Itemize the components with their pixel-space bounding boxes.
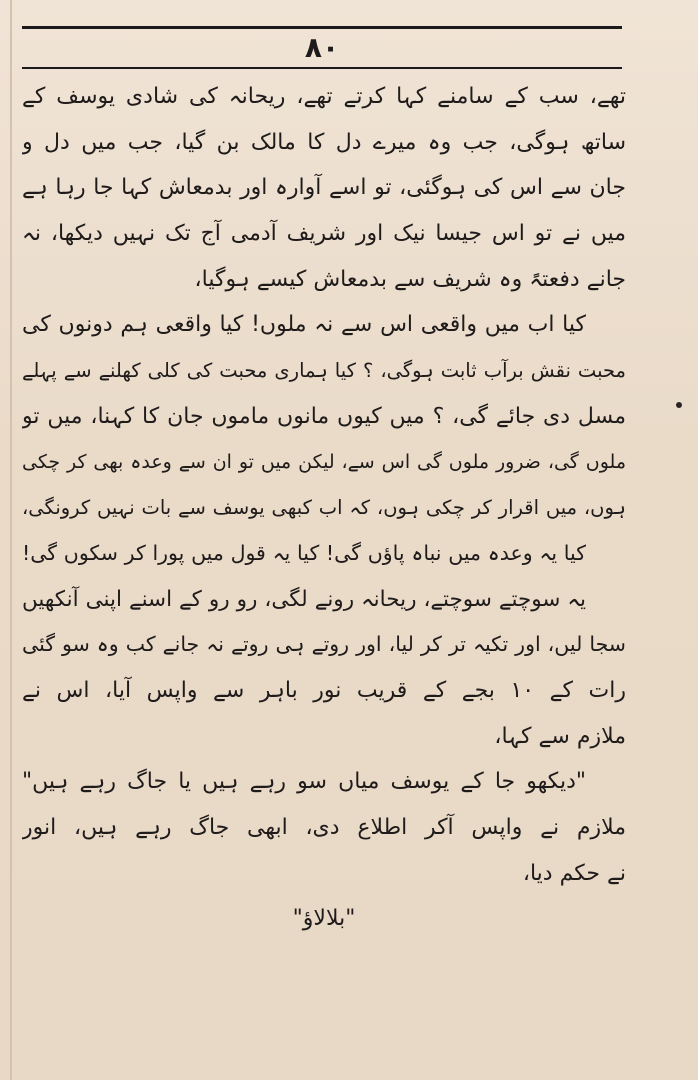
ink-spot <box>676 402 682 408</box>
text-line: یہ سوچتے سوچتے، ریحانہ رونے لگی، رو رو کے اسنے اپنی آنکھیں <box>22 586 586 612</box>
text-line: رات کے ۱۰ بجے کے قریب نور باہر سے واپس آیا، اس نے <box>22 677 626 703</box>
text-line: ہوں، میں اقرار کر چکی ہوں، کہ اب کبھی یوسف سے بات نہیں کرونگی، <box>22 496 626 520</box>
page-edge <box>10 0 12 1080</box>
text-line: سجا لیں، اور تکیہ تر کر لیا، اور روتے ہی روتے نہ جانے کب وہ سو گئی <box>22 632 626 657</box>
text-line: میں نے تو اس جیسا نیک اور شریف آدمی آج تک نہیں دیکھا، نہ <box>22 221 626 247</box>
text-line: ساتھ ہوگی، جب وہ میرے دل کا مالک بن گیا، جب میں دل و <box>22 129 626 155</box>
text-line: "بلالاؤ" <box>292 906 356 932</box>
text-line: نے حکم دیا، <box>522 860 626 886</box>
text-line: جانے دفعتہً وہ شریف سے بدمعاش کیسے ہوگیا، <box>194 266 626 292</box>
text-line: ملازم نے واپس آکر اطلاع دی، ابھی جاگ رہے ہیں، انور <box>22 815 626 840</box>
text-line: مسل دی جائے گی، ؟ میں کیوں مانوں ماموں جان کا کہنا، میں تو <box>22 403 626 429</box>
text-line: تھے، سب کے سامنے کہا کرتے تھے، ریحانہ کی شادی یوسف کے <box>22 84 626 109</box>
header-rule-top <box>22 26 622 29</box>
text-line: محبت نقش برآب ثابت ہوگی، ؟ کیا ہماری محبت کی کلی کھلنے سے پہلے <box>22 359 626 383</box>
text-line: کیا اب میں واقعی اس سے نہ ملوں! کیا واقعی ہم دونوں کی <box>22 312 586 338</box>
text-line: جان سے اس کی ہوگئی، تو اسے آوارہ اور بدمعاش کہا جا رہا ہے <box>22 175 626 201</box>
text-line: ملوں گی، ضرور ملوں گی اس سے، لیکن میں تو ان سے وعدہ بھی کر چکی <box>22 450 626 473</box>
text-line: کیا یہ وعدہ میں نباہ پاؤں گی! کیا یہ قول میں پورا کر سکوں گی! <box>22 540 586 565</box>
page-number: ۸۰ <box>304 31 340 64</box>
header-rule-bottom <box>22 67 622 69</box>
text-line: "دیکھو جا کے یوسف میاں سو رہے ہیں یا جاگ رہے ہیں" <box>22 769 586 795</box>
text-line: ملازم سے کہا، <box>494 723 626 749</box>
body-text <box>22 74 626 942</box>
